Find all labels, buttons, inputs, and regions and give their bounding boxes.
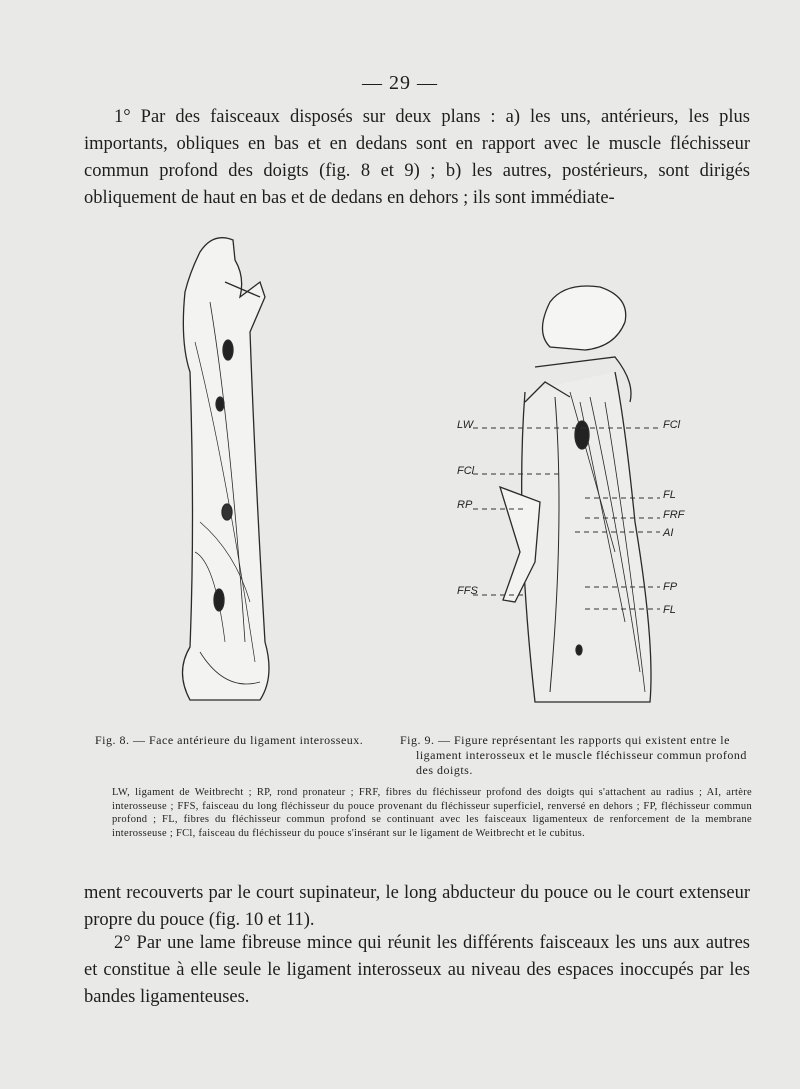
caption-fig9-text: Fig. 9. — Figure représentant les rapports qui existent entre le ligament interosseux et le muscle fléchisseur commun profond des doigts.: [400, 733, 747, 777]
caption-fig8-text: Fig. 8. — Face antérieure du ligament interosseux.: [95, 733, 364, 747]
label-rp: RP: [457, 499, 473, 511]
paragraph-3: 2° Par une lame fibreuse mince qui réunit les différents faisceaux les uns aux autres et constitue à elle seule le ligament interosseux au niveau des espaces inoccupés par les bandes ligamenteuses.: [84, 933, 750, 1007]
caption-fig8: [95, 733, 375, 748]
label-fcl-right: FCl: [663, 419, 681, 431]
label-fcl-left: FCl: [457, 465, 475, 477]
anatomical-figures: [95, 222, 745, 722]
label-ffs: FFS: [457, 585, 478, 597]
caption-fig9: [400, 733, 750, 778]
label-fl-upper: FL: [663, 489, 676, 501]
label-ai: AI: [663, 527, 674, 539]
label-fp: FP: [663, 581, 678, 593]
paragraph-1: 1° Par des faisceaux disposés sur deux plans : a) les uns, antérieurs, les plus importants, obliques en bas et en dedans sont en rapport avec le muscle fléchisseur commun profond des doigts (fig. 8 et 9) ; b) les autres, postérieurs, sont dirigés obliquement de haut en bas et de dedans en dehors ; ils sont immédiate-: [84, 107, 750, 208]
label-fl-lower: FL: [663, 604, 676, 616]
fig9-forearm-drawing: [500, 286, 651, 702]
label-lw: LW: [457, 419, 474, 431]
figure-legend: LW, ligament de Weitbrecht ; RP, rond pronateur ; FRF, fibres du fléchisseur profond des doigts qui s'attachent au radius ; AI, artère interosseuse ; FFS, faisceau du long fléchisseur du pouce provenant du fléchisseur superficiel, renversé en dehors ; FP, fléchisseur commun profond ; FL, fibres du fléchisseur commun profond se continuant avec les faisceaux ligamenteux de renforcement de la membrane interosseuse ; FCl, faisceau du fléchisseur du pouce s'insérant sur le ligament de Weitbrecht et le cubitus.: [112, 787, 752, 839]
fig8-bone-drawing: [183, 238, 270, 700]
page-number: — 29 —: [362, 72, 438, 94]
label-frf: FRF: [663, 509, 685, 521]
paragraph-2: ment recouverts par le court supinateur, le long abducteur du pouce ou le court extenseur propre du pouce (fig. 10 et 11).: [84, 883, 750, 930]
figure-illustration: [95, 222, 745, 722]
